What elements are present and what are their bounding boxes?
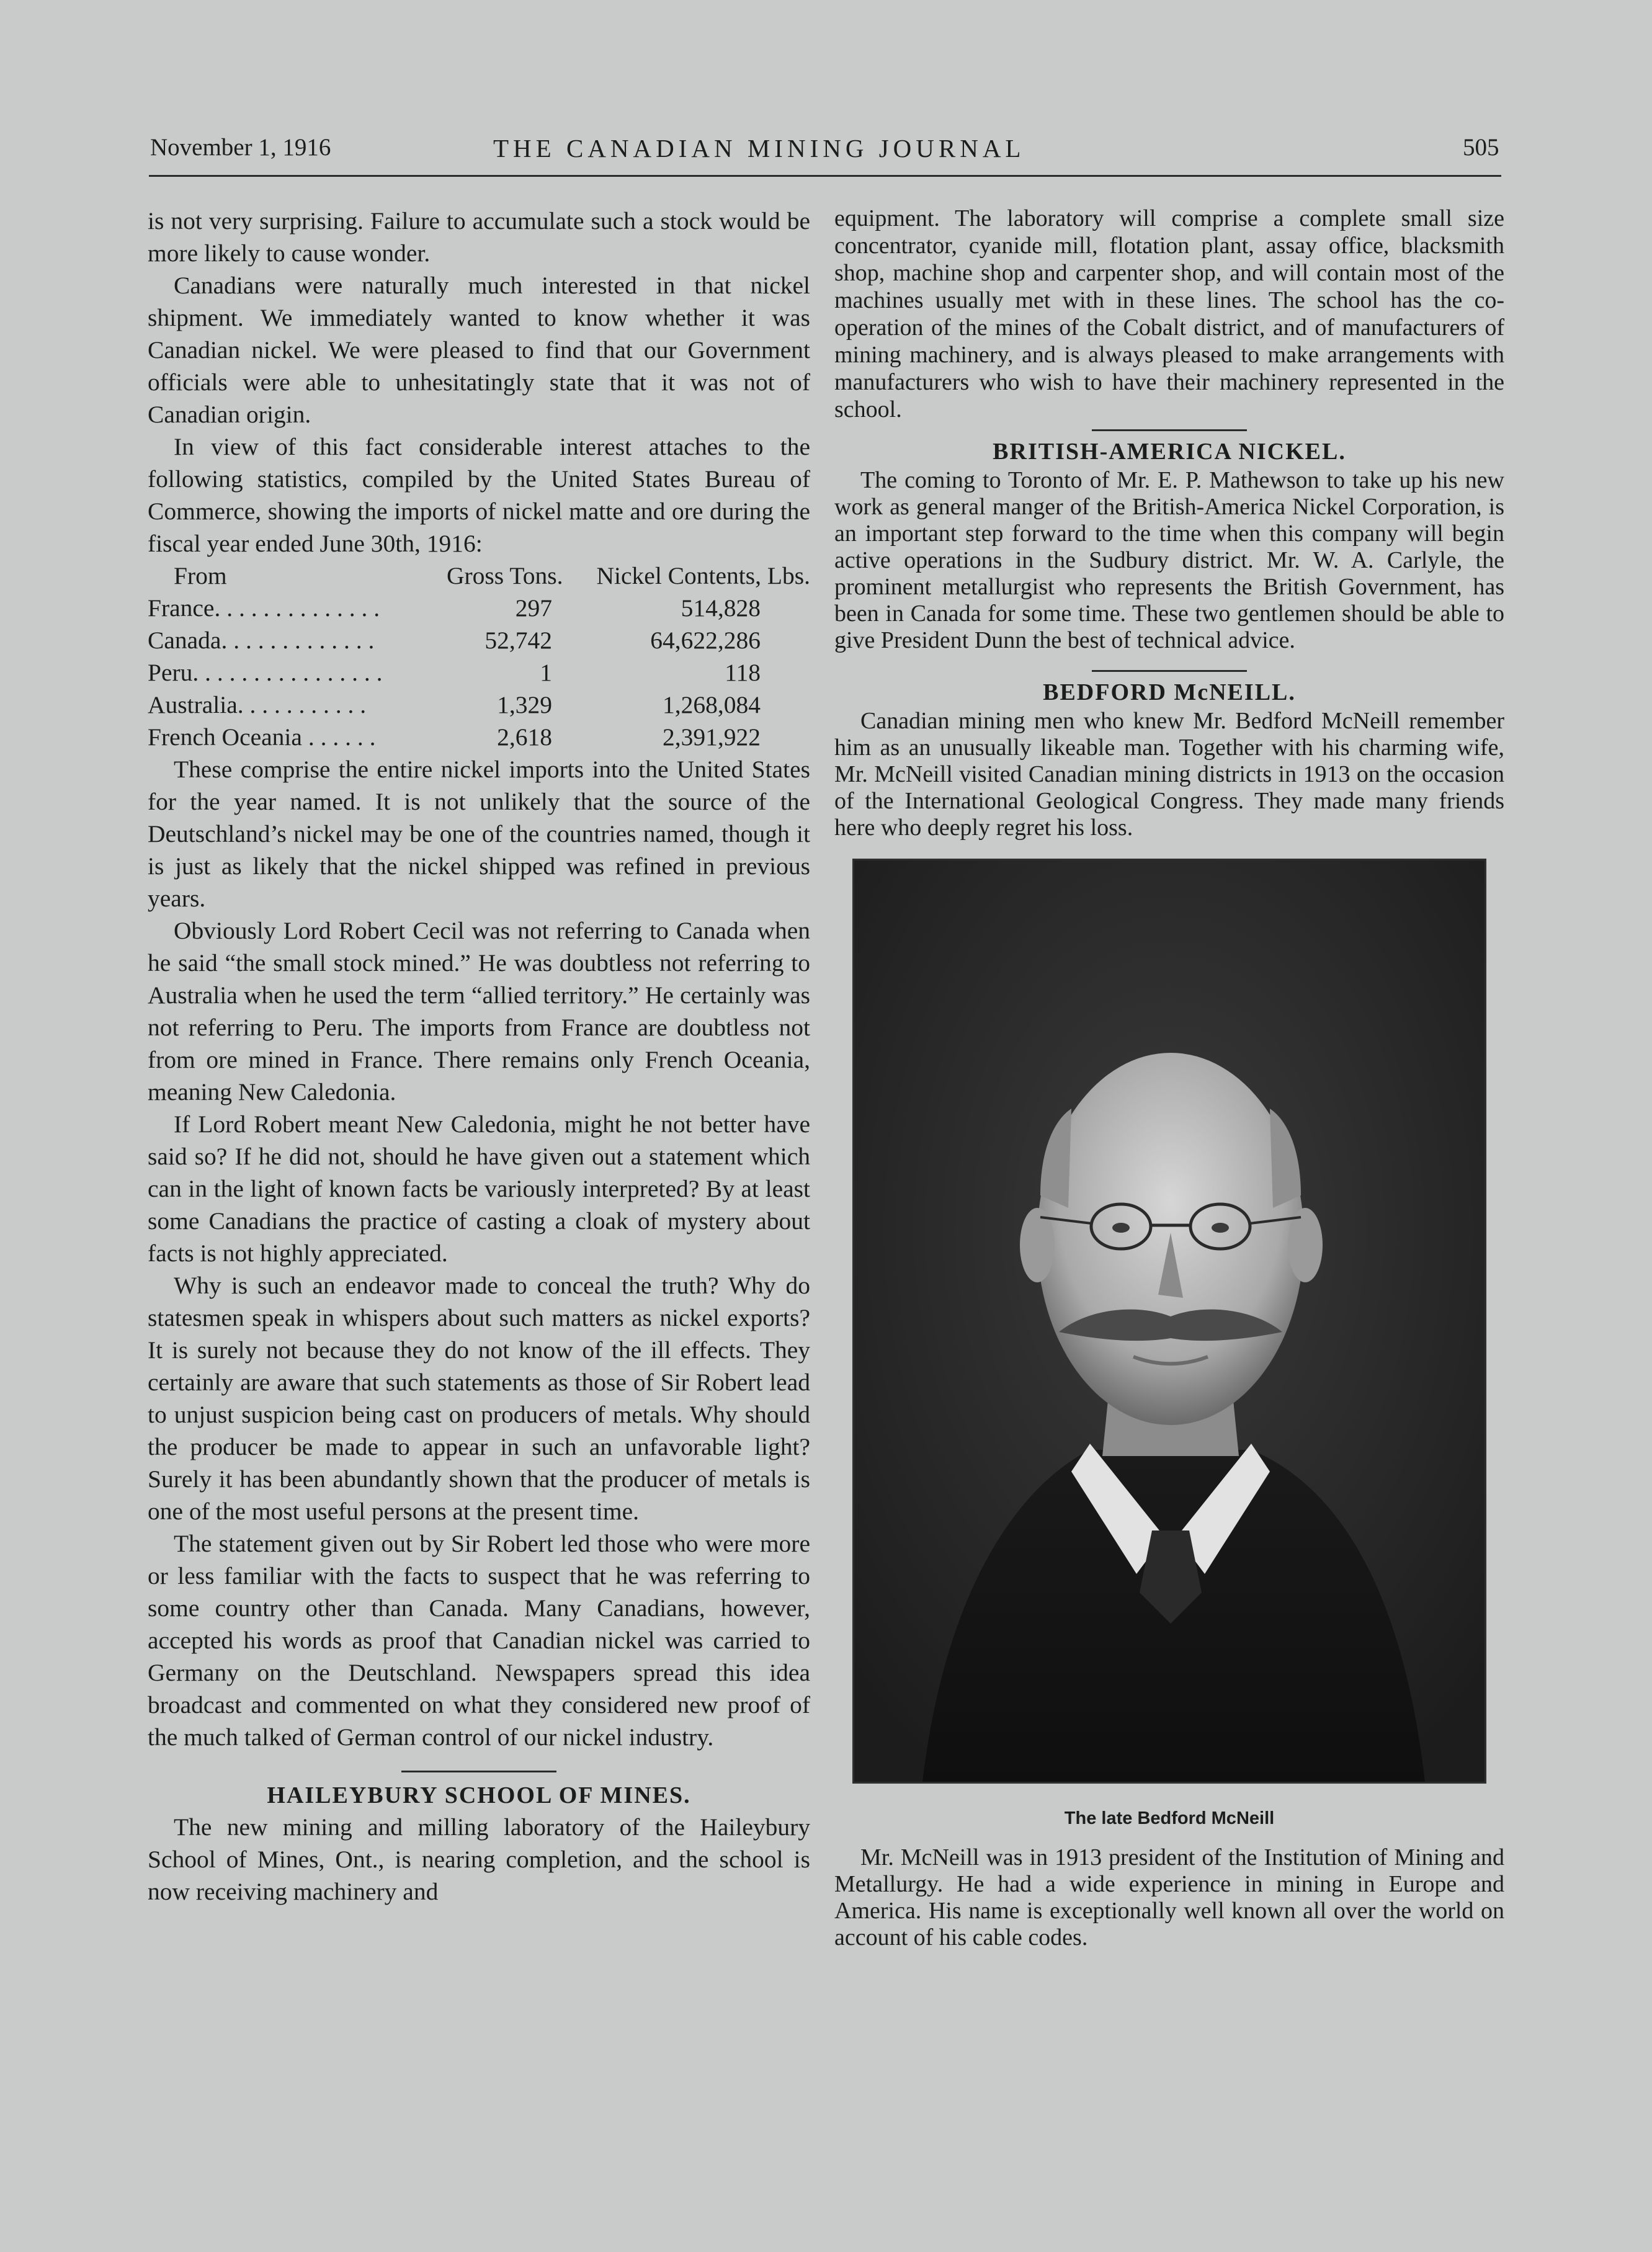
column-header: Nickel Contents, Lbs.	[596, 562, 810, 589]
paragraph: If Lord Robert meant New Caledonia, might he not better have said so? If he did not, should he have given out a statement which can in the light of known facts be variously interpreted? By at least some Canadians the practice of casting a cloak of mystery about facts is not highly appreciated.	[148, 1110, 810, 1267]
paragraph: The coming to Toronto of Mr. E. P. Mathewson to take up his new work as general manger of the British-America Nickel Corporation, is an important step forward to the time when this company will begin active operations in the Sudbury district. Mr. W. A. Carlyle, the prominent metallurgist who represents the British Government, has been in Canada for some time. These two gentlemen should be able to give President Dunn the best of technical advice.	[834, 467, 1504, 653]
table-cell: 52,742	[484, 627, 552, 654]
column-header: Gross Tons.	[447, 562, 563, 589]
paragraph: Canadians were naturally much interested in that nickel shipment. We immediately wanted to know whether it was Canadian nickel. We were pleased to find that our Government officials were able to unhesitatingly state that it was not of Canadian origin.	[148, 272, 810, 428]
journal-title: THE CANADIAN MINING JOURNAL	[493, 134, 1025, 163]
issue-date: November 1, 1916	[150, 134, 331, 161]
left-column	[148, 205, 810, 1908]
paragraph: The new mining and milling laboratory of the Haileybury School of Mines, Ont., is nearing completion, and the school is now receiving machinery and	[148, 1813, 810, 1905]
table-cell: 64,622,286	[650, 627, 761, 654]
table-row	[148, 592, 810, 624]
section-divider	[401, 1771, 556, 1772]
portrait-illustration	[854, 860, 1485, 1782]
section-divider	[1092, 670, 1247, 672]
page-number: 505	[1463, 134, 1499, 161]
section-divider	[1092, 429, 1247, 431]
table-cell: 514,828	[681, 594, 761, 622]
portrait-photo	[852, 859, 1486, 1784]
table-cell: 2,391,922	[663, 723, 761, 751]
table-cell: 1	[540, 659, 552, 686]
section-heading: BEDFORD McNEILL.	[1043, 679, 1296, 705]
paragraph: Why is such an endeavor made to conceal the truth? Why do statesmen speak in whispers about such matters as nickel exports? It is surely not because they do not know of the ill effects. They certainly are aware that such statements as those of Sir Robert lead to unjust suspicion being cast on producers of metals. Why should the producer be made to appear in such an unfavorable light? Surely it has been abundantly shown that the producer of metals is one of the most useful persons at the present time.	[148, 1272, 810, 1525]
table-cell: French Oceania . . . . . .	[148, 723, 376, 751]
paragraph: Mr. McNeill was in 1913 president of the Institution of Mining and Metallurgy. He had a wide experience in mining in Europe and America. His name is exceptionally well known all over the world on account of his cable codes.	[834, 1844, 1504, 1950]
table-row	[148, 689, 810, 721]
table-cell: Peru. . . . . . . . . . . . . . . .	[148, 659, 383, 686]
nickel-imports-table	[148, 560, 810, 753]
table-row	[148, 721, 810, 753]
table-row	[148, 624, 810, 656]
paragraph: Canadian mining men who knew Mr. Bedford McNeill remember him as an unusually likeable man. Together with his charming wife, Mr. McNeill visited Canadian mining districts in 1913 on the occasion of the International Geological Congress. They made many friends here who deeply regret his loss.	[834, 708, 1504, 841]
table-cell: 2,618	[497, 723, 552, 751]
right-column	[834, 205, 1504, 1951]
table-cell: Canada. . . . . . . . . . . . .	[148, 627, 375, 654]
header-rule	[149, 175, 1501, 177]
table-cell: 1,268,084	[663, 691, 761, 718]
table-row	[148, 656, 810, 689]
column-header: From	[174, 562, 227, 589]
section-heading: BRITISH-AMERICA NICKEL.	[993, 439, 1346, 465]
photo-caption: The late Bedford McNeill	[1064, 1808, 1275, 1828]
paragraph: equipment. The laboratory will comprise a complete small size concentrator, cyanide mill, flotation plant, assay office, blacksmith shop, machine shop and carpenter shop, and will contain most of the machines usually met with in these lines. The school has the co-operation of the mines of the Cobalt district, and of manufacturers of mining machinery, and is always pleased to make arrangements with manufacturers who wish to have their machinery represented in the school.	[834, 205, 1504, 422]
paragraph: The statement given out by Sir Robert led those who were more or less familiar with the facts to suspect that he was referring to some country other than Canada. Many Canadians, however, accepted his words as proof that Canadian nickel was carried to Germany on the Deutschland. Newspapers spread this idea broadcast and commented on what they considered new proof of the much talked of German control of our nickel industry.	[148, 1530, 810, 1751]
table-cell: 1,329	[497, 691, 552, 718]
table-cell: 118	[725, 659, 761, 686]
table-header-row	[148, 560, 810, 592]
paragraph: Obviously Lord Robert Cecil was not referring to Canada when he said “the small stock mined.” He was doubtless not referring to Australia when he used the term “allied territory.” He certainly was not referring to Peru. The imports from France are doubtless not from ore mined in France. There remains only French Oceania, meaning New Caledonia.	[148, 917, 810, 1106]
table-cell: Australia. . . . . . . . . . .	[148, 691, 367, 718]
paragraph: These comprise the entire nickel imports into the United States for the year named. It is not unlikely that the source of the Deutschland’s nickel may be one of the countries named, though it is just as likely that the nickel shipped was refined in previous years.	[148, 756, 810, 912]
table-cell: 297	[515, 594, 552, 622]
paragraph: In view of this fact considerable interest attaches to the following statistics, compiled by the United States Bureau of Commerce, showing the imports of nickel matte and ore during the fiscal year ended June 30th, 1916:	[148, 433, 810, 557]
section-heading: HAILEYBURY SCHOOL OF MINES.	[267, 1782, 691, 1808]
table-cell: France. . . . . . . . . . . . . .	[148, 594, 380, 622]
paragraph: is not very surprising. Failure to accumulate such a stock would be more likely to cause wonder.	[148, 207, 810, 267]
